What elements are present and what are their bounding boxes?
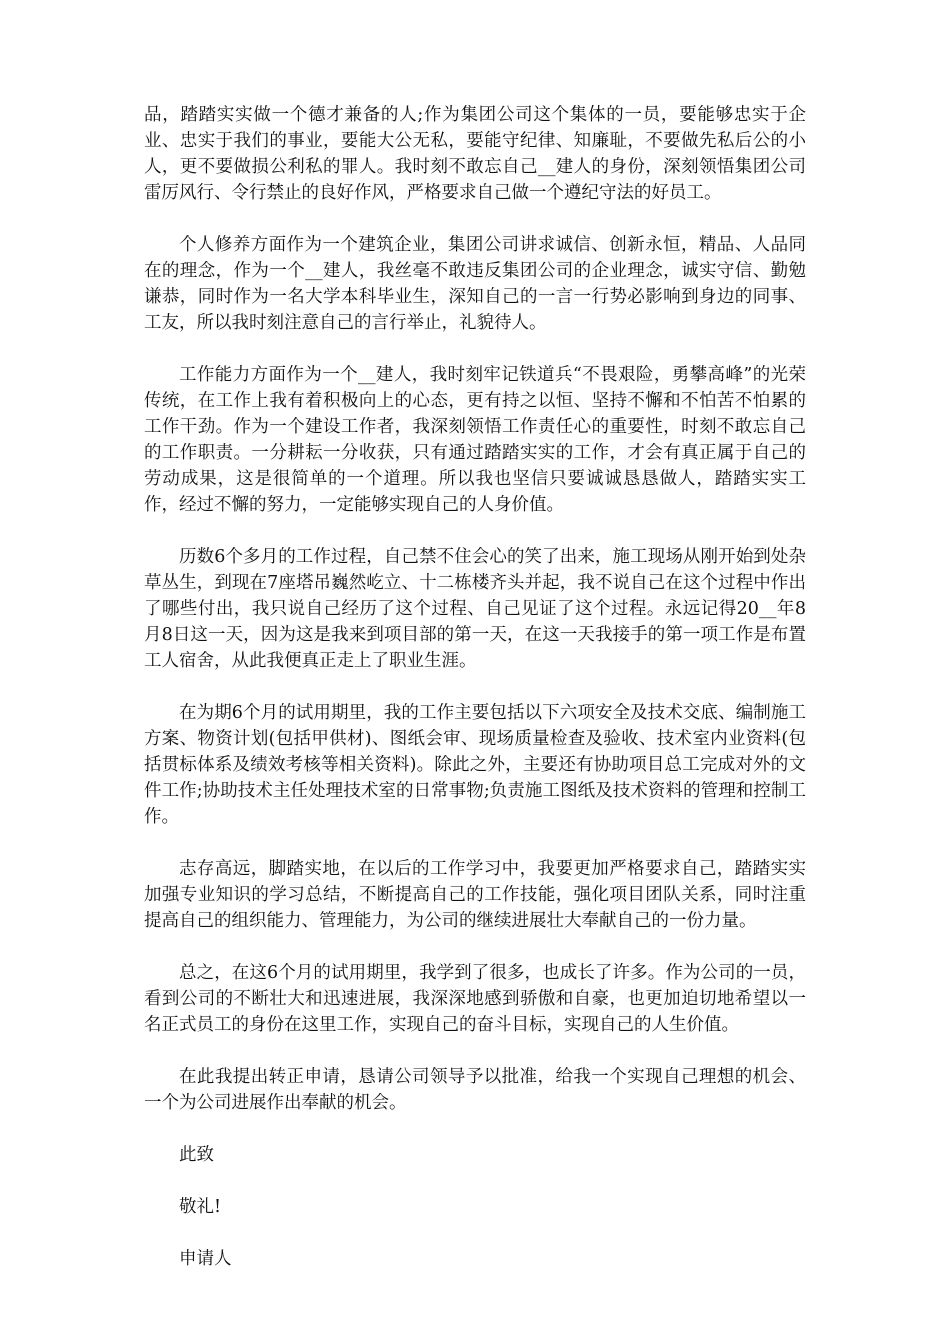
paragraph-summary: 总之，在这6个月的试用期里，我学到了很多，也成长了许多。作为公司的一员，看到公司的不断壮大和迅速进展，我深深地感到骄傲和自豪，也更加迫切地希望以一名正式员工的身份在这里工作，实现自己的奋斗目标，实现自己的人生价值。: [144, 963, 806, 1035]
paragraph-work-process: 历数6个多月的工作过程，自己禁不住会心的笑了出来，施工现场从刚开始到处杂草丛生，到现在7座塔吊巍然屹立、十二栋楼齐头并起，我不说自己在这个过程中作出了哪些付出，我只说自己经历了这个过程、自己见证了这个过程。永远记得20__年8月8日这一天，因为这是我来到项目部的第一天，在这一天我接手的第一项工作是布置工人宿舍，从此我便真正走上了职业生涯。: [144, 547, 806, 671]
paragraph-probation-duties: 在为期6个月的试用期里，我的工作主要包括以下六项安全及技术交底、编制施工方案、物资计划(包括甲供材)、图纸会审、现场质量检查及验收、技术室内业资料(包括贯标体系及绩效考核等相关资料)。除此之外，主要还有协助项目总工完成对外的文件工作;协助技术主任处理技术室的日常事物;负责施工图纸及技术资料的管理和控制工作。: [144, 703, 806, 827]
paragraph-future-goals: 志存高远，脚踏实地，在以后的工作学习中，我要更加严格要求自己，踏踏实实加强专业知识的学习总结，不断提高自己的工作技能，强化项目团队关系，同时注重提高自己的组织能力、管理能力，为公司的继续进展壮大奉献自己的一份力量。: [144, 859, 806, 931]
paragraph-personal-cultivation: 个人修养方面作为一个建筑企业，集团公司讲求诚信、创新永恒，精品、人品同在的理念，作为一个__建人，我丝毫不敢违反集团公司的企业理念，诚实守信、勤勉谦恭，同时作为一名大学本科毕业生，深知自己的一言一行势必影响到身边的同事、工友，所以我时刻注意自己的言行举止，礼貌待人。: [144, 235, 806, 333]
closing-regards: 敬礼!: [179, 1197, 222, 1217]
paragraph-conduct: 品，踏踏实实做一个德才兼备的人;作为集团公司这个集体的一员，要能够忠实于企业、忠实于我们的事业，要能大公无私，要能守纪律、知廉耻，不要做先私后公的小人，更不要做损公利私的罪人。我时刻不敢忘自己__建人的身份，深刻领悟集团公司雷厉风行、令行禁止的良好作风，严格要求自己做一个遵纪守法的好员工。: [144, 105, 806, 203]
document-body: [144, 102, 806, 1298]
closing-salutation: 此致: [179, 1145, 214, 1165]
paragraph-request: 在此我提出转正申请，恳请公司领导予以批准，给我一个实现自己理想的机会、一个为公司进展作出奉献的机会。: [144, 1067, 806, 1113]
paragraph-work-ability: 工作能力方面作为一个__建人，我时刻牢记铁道兵“不畏艰险，勇攀高峰”的光荣传统，在工作上我有着积极向上的心态，更有持之以恒、坚持不懈和不怕苦不怕累的工作干劲。作为一个建设工作者，我深刻领悟工作责任心的重要性，时刻不敢忘自己的工作职责。一分耕耘一分收获，只有通过踏踏实实的工作，才会有真正属于自己的劳动成果，这是很简单的一个道理。所以我也坚信只要诚诚恳恳做人，踏踏实实工作，经过不懈的努力，一定能够实现自己的人身价值。: [144, 365, 806, 515]
applicant-label: 申请人: [179, 1249, 232, 1269]
